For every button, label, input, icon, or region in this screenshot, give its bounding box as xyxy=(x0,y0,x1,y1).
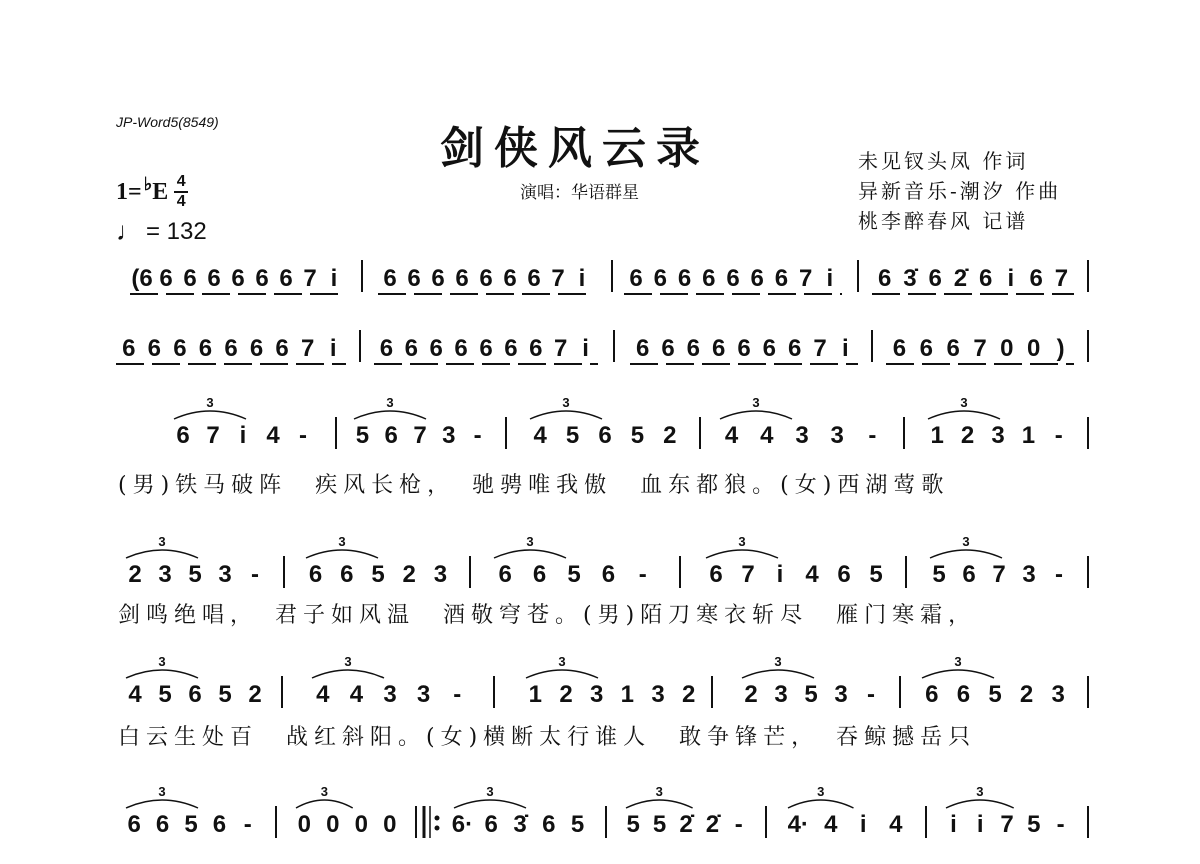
jianpu-note: 6 xyxy=(726,265,740,292)
jianpu-note: 6 xyxy=(978,265,993,292)
jianpu-note: 4 xyxy=(760,422,774,449)
jianpu-note: - xyxy=(638,561,647,588)
jianpu-note: 5 xyxy=(184,811,198,838)
jianpu-note: 4 xyxy=(533,422,547,449)
jianpu-note: 3 xyxy=(416,681,431,708)
jianpu-note: (6 xyxy=(131,265,153,292)
jianpu-note: 7 xyxy=(206,422,220,449)
jianpu-note: 0 xyxy=(297,811,311,838)
jianpu-note: 5 xyxy=(869,561,883,588)
key-signature xyxy=(116,174,188,210)
lyricist-credit: 未见钗头凤 作词 xyxy=(858,149,1029,173)
triplet-arc xyxy=(126,550,198,558)
triplet-mark: 3 xyxy=(738,534,746,549)
jianpu-note: ) xyxy=(1056,335,1065,362)
jianpu-note: 6 xyxy=(925,681,939,708)
triplet-mark: 3 xyxy=(976,784,984,799)
jianpu-note: - xyxy=(473,422,482,449)
jianpu-note: 0 xyxy=(1000,335,1014,362)
jianpu-note: 6 xyxy=(147,335,162,362)
jianpu-note: 2 xyxy=(1019,681,1034,708)
jianpu-note: i xyxy=(776,561,784,588)
jianpu-note: 5 xyxy=(630,422,645,449)
triplet-mark: 3 xyxy=(158,654,166,669)
jianpu-note: 6 xyxy=(255,265,269,292)
jianpu-note: 0 xyxy=(354,811,368,838)
jianpu-note: 6 xyxy=(635,335,650,362)
triplet-mark: 3 xyxy=(960,395,968,410)
jianpu-note: 3 xyxy=(795,422,809,449)
jianpu-note: 6 xyxy=(159,265,173,292)
triplet-mark: 3 xyxy=(158,784,166,799)
jianpu-note: 2 xyxy=(128,561,142,588)
jianpu-note: i xyxy=(1007,265,1015,292)
time-sig-bottom: 4 xyxy=(176,193,186,210)
jianpu-note: 7 xyxy=(551,265,565,292)
jianpu-note: 7 xyxy=(1054,265,1069,292)
lyric-line-4: 剑鸣绝唱， 君子如风温 酒敬穹苍。(男)陌刀寒衣斩尽 雁门寒霜， xyxy=(118,603,977,628)
jianpu-note: 6 xyxy=(455,265,469,292)
jianpu-note: 6 xyxy=(928,265,942,292)
jianpu-note: 2 xyxy=(663,422,677,449)
jianpu-note: 6 xyxy=(379,335,394,362)
jianpu-note: 6 xyxy=(529,335,543,362)
jianpu-note: 6 xyxy=(384,422,398,449)
score-row-6 xyxy=(0,784,1200,864)
jianpu-note: 6 xyxy=(504,335,518,362)
jianpu-note: 6 xyxy=(542,811,556,838)
staff-row-2-svg xyxy=(0,322,1200,382)
jianpu-note: i xyxy=(330,265,338,292)
triplet-mark: 3 xyxy=(344,654,352,669)
jianpu-note: 6 xyxy=(503,265,517,292)
jianpu-note: - xyxy=(1056,811,1065,838)
jianpu-note: 2 xyxy=(248,681,262,708)
score-row-1 xyxy=(0,252,1200,332)
triplet-arc xyxy=(296,800,353,808)
repeat-dot xyxy=(435,826,440,831)
jianpu-note: 5 xyxy=(1027,811,1041,838)
jianpu-note: 6 xyxy=(946,335,960,362)
triplet-arc xyxy=(126,800,198,808)
jianpu-note: 6 xyxy=(429,335,443,362)
jianpu-note: i xyxy=(239,422,247,449)
quarter-note-icon: ♩ xyxy=(116,216,142,246)
jianpu-note: 6 xyxy=(892,335,907,362)
jianpu-note: 4 xyxy=(889,811,903,838)
key-letter: E xyxy=(152,178,169,205)
jianpu-note: 3 xyxy=(1051,681,1065,708)
triplet-arc xyxy=(494,550,566,558)
jianpu-note: 2̇ xyxy=(953,265,968,292)
jianpu-note: i xyxy=(578,265,586,292)
jianpu-note: 6 xyxy=(207,265,221,292)
triplet-arc xyxy=(788,800,854,808)
jianpu-note: 5 xyxy=(158,681,172,708)
triplet-mark: 3 xyxy=(158,534,166,549)
jianpu-note: - xyxy=(1054,422,1063,449)
jianpu-note: 6 xyxy=(484,811,498,838)
jianpu-note: 7 xyxy=(413,422,427,449)
jianpu-note: 2 xyxy=(744,681,758,708)
jianpu-note: 1 xyxy=(528,681,543,708)
jianpu-note: - xyxy=(453,681,462,708)
jianpu-note: 6 xyxy=(188,681,202,708)
jianpu-note: 5 xyxy=(988,681,1002,708)
jianpu-note: - xyxy=(867,681,875,708)
jianpu-note: 6 xyxy=(774,265,789,292)
triplet-arc xyxy=(454,800,526,808)
jianpu-note: 6 xyxy=(340,561,354,588)
triplet-mark: 3 xyxy=(206,395,214,410)
jianpu-note: 7 xyxy=(1000,811,1014,838)
jianpu-note: 7 xyxy=(992,561,1006,588)
triplet-arc xyxy=(720,411,792,419)
staff-row-5-svg xyxy=(0,654,1200,714)
jianpu-note: 5 xyxy=(652,811,667,838)
jianpu-note: 0 xyxy=(1027,335,1041,362)
jianpu-note: 6 xyxy=(173,335,187,362)
jianpu-note: 6 xyxy=(383,265,397,292)
jianpu-note: 7 xyxy=(303,265,317,292)
source-tag: JP-Word5(8549) xyxy=(116,114,219,130)
jianpu-note: 6 xyxy=(877,265,892,292)
jianpu-note: i xyxy=(859,811,867,838)
jianpu-note: 6 xyxy=(183,265,197,292)
triplet-mark: 3 xyxy=(817,784,825,799)
tempo-value: = 132 xyxy=(146,217,207,245)
jianpu-note: 6 xyxy=(479,265,493,292)
key-prefix: 1= xyxy=(116,178,142,205)
jianpu-note: 1 xyxy=(1021,422,1036,449)
jianpu-note: 6 xyxy=(527,265,541,292)
jianpu-note: 6 xyxy=(677,265,692,292)
score-row-2 xyxy=(0,322,1200,402)
triplet-arc xyxy=(946,800,1014,808)
triplet-mark: 3 xyxy=(558,654,566,669)
jianpu-note: 6 xyxy=(479,335,493,362)
jianpu-note: 3 xyxy=(218,561,232,588)
jianpu-note: 6 xyxy=(404,335,419,362)
repeat-dot xyxy=(435,816,440,821)
lyric-line-5: 白云生处百 战红斜阳。(女)横断太行谁人 敢争锋芒， 吞鲸撼岳只 xyxy=(118,725,977,750)
jianpu-note: 4 xyxy=(266,422,280,449)
jianpu-note: 7 xyxy=(973,335,987,362)
jianpu-note: 3 xyxy=(158,561,172,588)
triplet-mark: 3 xyxy=(655,784,663,799)
lyric-line-3: (男)铁马破阵 疾风长枪， 驰骋唯我傲 血东都狼。(女)西湖莺歌 xyxy=(118,473,950,498)
jianpu-note: 6 xyxy=(308,561,323,588)
jianpu-note: - xyxy=(1055,561,1063,588)
triplet-arc xyxy=(706,550,778,558)
triplet-mark: 3 xyxy=(338,534,346,549)
jianpu-note: 2̇ xyxy=(679,811,693,838)
jianpu-note: 7 xyxy=(741,561,755,588)
jianpu-note: 1 xyxy=(620,681,635,708)
triplet-arc xyxy=(922,670,994,678)
jianpu-note: - xyxy=(734,811,743,838)
jianpu-note: 2 xyxy=(681,681,696,708)
staff-row-3-svg xyxy=(0,395,1200,455)
jianpu-note: 5 xyxy=(570,811,585,838)
jianpu-note: 4 xyxy=(724,422,739,449)
jianpu-note: - xyxy=(299,422,307,449)
jianpu-note: 6 xyxy=(686,335,701,362)
jianpu-note: 6 xyxy=(837,561,851,588)
jianpu-note: 6 xyxy=(212,811,227,838)
jianpu-note: 3̇ xyxy=(903,265,917,292)
jianpu-note: 6 xyxy=(702,265,716,292)
jianpu-note: 0 xyxy=(326,811,340,838)
jianpu-note: 1 xyxy=(930,422,944,449)
jianpu-note: 6 xyxy=(275,335,289,362)
jianpu-note: 6 xyxy=(279,265,293,292)
triplet-arc xyxy=(928,411,1000,419)
triplet-mark: 3 xyxy=(486,784,494,799)
triplet-arc xyxy=(354,411,426,419)
triplet-mark: 3 xyxy=(526,534,534,549)
jianpu-note: 6 xyxy=(750,265,764,292)
jianpu-note: i xyxy=(976,811,984,838)
jianpu-note: - xyxy=(868,422,877,449)
jianpu-note: 4 xyxy=(349,681,364,708)
jianpu-note: 6 xyxy=(762,335,777,362)
jianpu-note: 4 xyxy=(824,811,838,838)
jianpu-note: 6 xyxy=(787,335,802,362)
jianpu-note: 6 xyxy=(407,265,421,292)
jianpu-note: 3 xyxy=(433,561,448,588)
jianpu-note: 6 xyxy=(127,811,141,838)
jianpu-note: 6 xyxy=(532,561,547,588)
jianpu-note: - xyxy=(243,811,252,838)
jianpu-note: 6 xyxy=(498,561,512,588)
jianpu-note: 6 xyxy=(956,681,971,708)
jianpu-note: 6 xyxy=(709,561,723,588)
jianpu-note: i xyxy=(826,265,834,292)
jianpu-note: 6 xyxy=(431,265,445,292)
triplet-arc xyxy=(930,550,1002,558)
triplet-arc xyxy=(312,670,384,678)
jianpu-note: 6 xyxy=(653,265,668,292)
jianpu-note: 7 xyxy=(798,265,813,292)
jianpu-note: - xyxy=(251,561,259,588)
triplet-mark: 3 xyxy=(962,534,970,549)
jianpu-note: 6 xyxy=(962,561,976,588)
staff-row-4-svg xyxy=(0,534,1200,594)
jianpu-note: 3 xyxy=(442,422,456,449)
jianpu-note: 4 xyxy=(805,561,819,588)
jianpu-note: 5 xyxy=(932,561,946,588)
staff-row-1-svg xyxy=(0,252,1200,312)
jianpu-note: 2̇ xyxy=(705,811,720,838)
jianpu-note: 6 xyxy=(122,335,136,362)
jianpu-note: 4 xyxy=(316,681,330,708)
jianpu-note: 2 xyxy=(960,422,975,449)
time-signature xyxy=(174,174,188,210)
triplet-arc xyxy=(174,411,246,419)
composer-credit: 异新音乐-潮汐 作曲 xyxy=(858,179,1062,203)
jianpu-note: 5 xyxy=(218,681,232,708)
jianpu-note: 7 xyxy=(300,335,315,362)
jianpu-note: 3 xyxy=(651,681,665,708)
staff-row-6-svg xyxy=(0,784,1200,844)
jianpu-note: 3 xyxy=(383,681,397,708)
jianpu-note: 6 xyxy=(454,335,468,362)
song-title: 剑侠风云录 xyxy=(440,123,710,174)
jianpu-note: 3 xyxy=(834,681,848,708)
jianpu-note: 5 xyxy=(567,561,581,588)
jianpu-note: 6 xyxy=(224,335,238,362)
jianpu-note: 6 xyxy=(629,265,643,292)
tempo-marking xyxy=(116,216,207,247)
jianpu-note: 6 xyxy=(661,335,675,362)
triplet-mark: 3 xyxy=(954,654,962,669)
jianpu-note: 4· xyxy=(787,811,809,838)
jianpu-note: 3 xyxy=(1022,561,1036,588)
jianpu-note: 2 xyxy=(559,681,573,708)
jianpu-note: 4 xyxy=(128,681,142,708)
credits xyxy=(858,146,1061,236)
jianpu-note: 2 xyxy=(402,561,416,588)
jianpu-note: 3 xyxy=(991,422,1005,449)
triplet-mark: 3 xyxy=(320,784,328,799)
jianpu-note: 5 xyxy=(371,561,385,588)
jianpu-note: 6 xyxy=(737,335,751,362)
jianpu-note: 6· xyxy=(451,811,474,838)
score-row-3 xyxy=(0,395,1200,475)
jianpu-note: 6 xyxy=(249,335,264,362)
jianpu-note: i xyxy=(329,335,337,362)
jianpu-note: 5 xyxy=(804,681,818,708)
jianpu-note: 7 xyxy=(813,335,827,362)
jianpu-note: 6 xyxy=(598,422,612,449)
jianpu-note: i xyxy=(841,335,849,362)
triplet-arc xyxy=(626,800,693,808)
jianpu-note: 6 xyxy=(601,561,616,588)
jianpu-note: 0 xyxy=(383,811,397,838)
transcriber-credit: 桃李醉春风 记谱 xyxy=(858,209,1029,233)
jianpu-note: i xyxy=(582,335,589,362)
triplet-mark: 3 xyxy=(752,395,760,410)
triplet-mark: 3 xyxy=(774,654,782,669)
triplet-arc xyxy=(126,670,198,678)
triplet-mark: 3 xyxy=(386,395,394,410)
jianpu-note: 5 xyxy=(565,422,580,449)
jianpu-note: 5 xyxy=(188,561,202,588)
jianpu-note: 3 xyxy=(774,681,788,708)
jianpu-note: 5 xyxy=(626,811,640,838)
time-sig-top: 4 xyxy=(176,173,186,190)
jianpu-note: 6 xyxy=(711,335,726,362)
flat-symbol: ♭ xyxy=(143,173,153,194)
jianpu-note: 6 xyxy=(919,335,933,362)
jianpu-note: 6 xyxy=(1029,265,1043,292)
triplet-arc xyxy=(742,670,814,678)
jianpu-note: 6 xyxy=(231,265,245,292)
jianpu-note: 5 xyxy=(355,422,370,449)
jianpu-note: 6 xyxy=(198,335,213,362)
jianpu-note: 3 xyxy=(830,422,844,449)
jianpu-note: 7 xyxy=(553,335,568,362)
jianpu-note: 3 xyxy=(589,681,604,708)
jianpu-note: 6 xyxy=(176,422,190,449)
triplet-arc xyxy=(526,670,598,678)
triplet-arc xyxy=(530,411,602,419)
jianpu-note: 6 xyxy=(155,811,170,838)
triplet-arc xyxy=(306,550,378,558)
performer: 演唱：华语群星 xyxy=(520,183,639,203)
triplet-mark: 3 xyxy=(562,395,570,410)
jianpu-note: i xyxy=(950,811,957,838)
jianpu-note: 3̇ xyxy=(513,811,527,838)
